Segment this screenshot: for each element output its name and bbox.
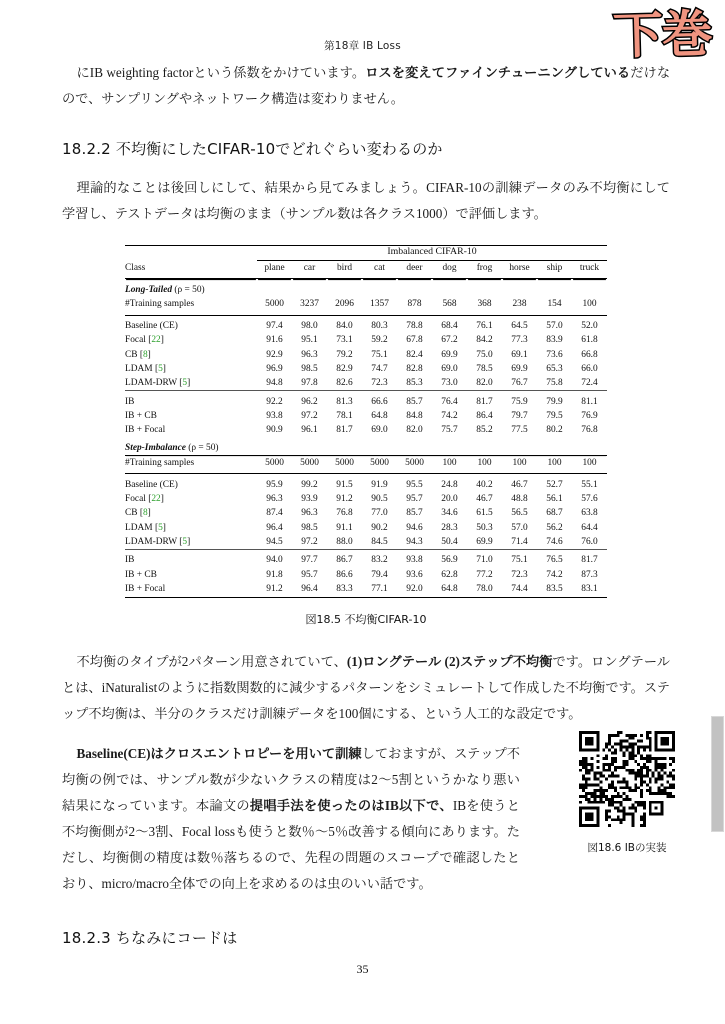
table-cell: 48.8 (511, 494, 528, 505)
table-cell: 96.3 (301, 349, 318, 360)
table-cell: 92.0 (406, 583, 423, 594)
table-cell: 66.6 (362, 391, 397, 409)
table-cell: 83.1 (581, 583, 598, 594)
table-cell: 79.9 (537, 391, 572, 409)
figure-18-6 (567, 731, 687, 855)
table-cell: 74.7 (371, 363, 388, 374)
figure-18-5-caption: 図18.5 不均衡CIFAR-10 (305, 612, 427, 626)
table-cell: 93.6 (406, 569, 423, 580)
table-cell: 81.7 (467, 391, 502, 409)
table-cell: 98.5 (301, 363, 318, 374)
table-cell: 78.0 (476, 583, 493, 594)
table-cell: 69.9 (441, 349, 458, 360)
table-cell: 84.0 (327, 315, 362, 333)
table-column-header: bird (327, 261, 362, 279)
table-cell: 76.9 (581, 410, 598, 421)
table-cell: 61.5 (476, 508, 493, 519)
table-cell: 95.1 (301, 335, 318, 346)
table-cell: 59.2 (371, 335, 388, 346)
table-rule-cell (125, 596, 607, 598)
table-cell: 81.1 (572, 391, 607, 409)
table-cell: 82.8 (406, 363, 423, 374)
table-cell: 86.7 (327, 549, 362, 567)
table-cell: 97.2 (301, 536, 318, 547)
table-row (125, 582, 607, 596)
table-column-header: car (292, 261, 327, 279)
table-cell: 73.6 (546, 349, 563, 360)
table-cell: 56.1 (546, 494, 563, 505)
table-section-title-cell: Step-Imbalance (ρ = 50) (125, 437, 607, 455)
citation-reference: 8 (142, 508, 148, 519)
table-cell: 46.7 (502, 474, 537, 492)
citation-reference: 5 (182, 377, 188, 388)
table-cell: 85.7 (397, 391, 432, 409)
table-cell: 24.8 (432, 474, 467, 492)
table-row (125, 535, 607, 550)
table-cell: 79.7 (511, 410, 528, 421)
table-cell: 80.2 (546, 424, 563, 435)
table-cell: 77.3 (511, 335, 528, 346)
table-cell: 5000 (335, 457, 354, 468)
table-cell: 75.7 (441, 424, 458, 435)
table-cell: 28.3 (441, 522, 458, 533)
table-cell: 100 (512, 457, 527, 468)
table-section-title-cell: Long-Tailed (ρ = 50) (125, 284, 205, 295)
volume-stamp: 下巻 (612, 4, 712, 66)
table-cell: 1357 (370, 298, 389, 309)
table-cell: 3237 (300, 298, 319, 309)
intro-pre: にIB weighting factorという係数をかけています。 (76, 65, 366, 80)
table-cell: 5000 (370, 457, 389, 468)
table-cell: 90.9 (266, 424, 283, 435)
table-cell: 76.8 (581, 424, 598, 435)
table-cell: 100 (442, 457, 457, 468)
table-group-title: Imbalanced CIFAR-10 (257, 246, 607, 261)
table-cell: 96.3 (266, 494, 283, 505)
table-cell: 5000 (265, 298, 284, 309)
table-cell: 76.7 (511, 377, 528, 388)
table-cell: 2096 (335, 298, 354, 309)
table-cell: 86.6 (336, 569, 353, 580)
table-cell: 76.4 (432, 391, 467, 409)
table-cell: 97.7 (292, 549, 327, 567)
table-cell: 83.9 (546, 335, 563, 346)
table-row-label: IB (125, 549, 257, 567)
table-cell: 66.8 (581, 349, 598, 360)
s2-p2-mid: しておますが、ステップ不均衡の例では、サンプル数が少ないクラスの精度は2〜5割というかなり悪い結果になっています。本論文の (62, 745, 520, 813)
table-cell: 65.3 (546, 363, 563, 374)
table-row-label: LDAM [5] (125, 522, 166, 533)
table-cell: 82.0 (476, 377, 493, 388)
table-cell: 71.0 (467, 549, 502, 567)
table-row (125, 391, 607, 409)
table-column-header: truck (572, 261, 607, 279)
table-cell: 84.5 (371, 536, 388, 547)
table-row-label: Focal [22] (125, 494, 164, 505)
table-cell: 95.5 (397, 474, 432, 492)
table-cell: 94.3 (406, 536, 423, 547)
table-cell: 82.0 (406, 424, 423, 435)
table-cell: 79.5 (546, 410, 563, 421)
table-row-label: LDAM-DRW [5] (125, 536, 191, 547)
table-cell: 57.0 (537, 315, 572, 333)
table-cell: 100 (582, 298, 597, 309)
table-cell: 67.8 (406, 335, 423, 346)
table-cell: 85.3 (406, 377, 423, 388)
table-cell: 77.2 (476, 569, 493, 580)
table-cell: 91.2 (266, 583, 283, 594)
table-cell: 98.5 (301, 522, 318, 533)
table-cell: 66.0 (581, 363, 598, 374)
table-cell: 95.9 (257, 474, 292, 492)
table-row (125, 521, 607, 535)
table-cell: 100 (582, 457, 597, 468)
table-cell: 69.1 (511, 349, 528, 360)
table-cell: 97.2 (301, 410, 318, 421)
table-bottom-rule (125, 596, 607, 598)
table-cell: 85.7 (406, 508, 423, 519)
table-cell: 81.3 (327, 391, 362, 409)
table-cell: 93.9 (301, 494, 318, 505)
table-cell: 74.2 (441, 410, 458, 421)
table-cell: 52.0 (572, 315, 607, 333)
table-row-label: IB (125, 391, 257, 409)
table-cell: 87.4 (266, 508, 283, 519)
table-cell: 75.1 (371, 349, 388, 360)
scrollbar-thumb[interactable] (711, 716, 724, 832)
table-cell: 5000 (405, 457, 424, 468)
table-cell: 74.6 (546, 536, 563, 547)
table-cell: 74.2 (546, 569, 563, 580)
table-column-header: dog (432, 261, 467, 279)
table-column-header: ship (537, 261, 572, 279)
table-cell: 96.2 (292, 391, 327, 409)
table-cell: 100 (477, 457, 492, 468)
s2-p1-post: です。ロングテールとは、iNaturalistのように指数関数的に減少するパターンをシミュレートして作成した不均衡です。ステップ不均衡は、半分のクラスだけ訓練データを100個にする、という人工的な設定です。 (62, 653, 670, 721)
section-heading-18-2-3: 18.2.3 ちなみにコードは (62, 928, 238, 947)
table-cell: 82.9 (336, 363, 353, 374)
citation-reference: 5 (158, 522, 163, 533)
table-cell: 72.3 (511, 569, 528, 580)
table-samples-row (125, 297, 607, 315)
table-row-label: IB + Focal (125, 424, 166, 435)
table-cell: 84.2 (476, 335, 493, 346)
table-cell: 67.2 (441, 335, 458, 346)
qr-code-icon (579, 731, 675, 827)
table-cell: 93.8 (397, 549, 432, 567)
table-cell: 62.8 (441, 569, 458, 580)
intro-post: だけなので、サンプリングやネットワーク構造は変わりません。 (62, 65, 671, 106)
table-cell: 76.0 (581, 536, 598, 547)
figure-18-5 (62, 245, 670, 598)
table-cell: 69.0 (441, 363, 458, 374)
scrollbar[interactable] (712, 0, 725, 1024)
table-cell: 5000 (265, 457, 284, 468)
table-cell: 96.9 (266, 363, 283, 374)
table-cell: 91.9 (362, 474, 397, 492)
table-cell: 55.1 (572, 474, 607, 492)
table-cell: 68.7 (546, 508, 563, 519)
s2-p2-bold-1: Baseline(CE)はクロスエントロピーを用いて訓練 (76, 745, 362, 761)
table-cell: 77.0 (371, 508, 388, 519)
table-row-label: IB + Focal (125, 583, 166, 594)
running-header: 第18章 IB Loss (324, 40, 401, 52)
table-row (125, 347, 607, 361)
table-section-title-row (125, 279, 607, 297)
table-cell: 80.3 (362, 315, 397, 333)
table-section-title-row (125, 437, 607, 455)
table-cell: 91.1 (336, 522, 353, 533)
citation-reference: 5 (182, 536, 188, 547)
table-cell: 73.1 (336, 335, 353, 346)
table-cell: 69.0 (371, 424, 388, 435)
table-cell: 64.8 (441, 583, 458, 594)
table-cell: 79.4 (371, 569, 388, 580)
table-row (125, 506, 607, 520)
table-cell: 96.4 (266, 522, 283, 533)
table-cell: 88.0 (336, 536, 353, 547)
table-cell: 98.0 (292, 315, 327, 333)
table-cell: 77.1 (371, 583, 388, 594)
table-row (125, 549, 607, 567)
table-row-label: IB + CB (125, 569, 157, 580)
table-cell: 64.5 (502, 315, 537, 333)
table-cell: 82.6 (336, 377, 353, 388)
table-cell: 56.5 (511, 508, 528, 519)
table-cell: 74.4 (511, 583, 528, 594)
table-cell: 75.9 (502, 391, 537, 409)
table-section-title: Long-Tailed (125, 284, 173, 295)
table-cell: 75.1 (502, 549, 537, 567)
table-cell: 56.9 (432, 549, 467, 567)
table-cell: 568 (442, 298, 457, 309)
table-cell: 94.6 (406, 522, 423, 533)
table-cell: 63.8 (581, 508, 598, 519)
intro-bold: ロスを変えてファインチューニングしている (365, 65, 631, 80)
table-group-header-row (125, 246, 607, 261)
table-cell: 96.1 (301, 424, 318, 435)
table-cell: 94.5 (266, 536, 283, 547)
table-cell: 87.3 (581, 569, 598, 580)
table-cell: 95.7 (406, 494, 423, 505)
table-cell: 34.6 (441, 508, 458, 519)
s2-p1-bold: (1)ロングテール (2)ステップ不均衡 (346, 653, 553, 669)
table-cell: 40.2 (467, 474, 502, 492)
table-row-label: CB [8] (125, 349, 151, 360)
table-cell: 64.4 (581, 522, 598, 533)
table-row-label: #Training samples (125, 298, 195, 309)
s2-p2-post: IBを使うと不均衡側が2〜3割、Focal lossも使うと数％〜5％改善する傾向にあります。ただし、均衡側の精度は数％落ちるので、先程の問題のスコープで確認したとおり、micro/macro全体での向上を求めるのは虫のいい話です。 (62, 797, 520, 891)
table-cell: 92.9 (266, 349, 283, 360)
table-cell: 78.8 (397, 315, 432, 333)
table-cell: 50.4 (441, 536, 458, 547)
table-column-header-row (125, 261, 607, 279)
table-cell: 85.2 (476, 424, 493, 435)
table-cell: 79.2 (336, 349, 353, 360)
table-cell: 97.4 (257, 315, 292, 333)
table-cell: 96.4 (301, 583, 318, 594)
table-row (125, 362, 607, 376)
table-cell: 5000 (300, 457, 319, 468)
table-cell: 368 (477, 298, 492, 309)
figure-18-6-caption: 図18.6 IBの実装 (587, 842, 667, 854)
table-row (125, 333, 607, 347)
table-cell: 91.2 (336, 494, 353, 505)
table-cell: 94.0 (257, 549, 292, 567)
citation-reference: 5 (158, 363, 163, 374)
table-cell: 84.8 (406, 410, 423, 421)
table-cell: 69.9 (476, 536, 493, 547)
table-cell: 91.5 (327, 474, 362, 492)
table-row (125, 376, 607, 391)
table-cell: 91.6 (266, 335, 283, 346)
table-cell: 83.3 (336, 583, 353, 594)
section-2-paragraph-1 (62, 649, 670, 727)
table-cell: 68.4 (432, 315, 467, 333)
table-row-label: LDAM [5] (125, 363, 166, 374)
s2-p1-pre: 不均衡のタイプが2パターン用意されていて、 (76, 653, 347, 669)
table-cell: 61.8 (581, 335, 598, 346)
table-row-label: Focal [22] (125, 335, 164, 346)
table-cell: 83.5 (546, 583, 563, 594)
table-cell: 83.2 (362, 549, 397, 567)
citation-reference: 22 (151, 494, 161, 505)
table-row (125, 423, 607, 437)
table-cell: 64.8 (371, 410, 388, 421)
table-section-title: Step-Imbalance (125, 442, 186, 453)
table-cell: 72.4 (581, 377, 598, 388)
table-cell: 72.3 (371, 377, 388, 388)
table-row (125, 568, 607, 582)
table-column-header: plane (257, 261, 292, 279)
table-row-label: Baseline (CE) (125, 474, 257, 492)
table-cell: 71.4 (511, 536, 528, 547)
table-cell: 95.7 (301, 569, 318, 580)
table-cell: 81.7 (572, 549, 607, 567)
table-cell: 96.3 (301, 508, 318, 519)
page-number: 35 (356, 962, 369, 976)
table-cell: 57.6 (581, 494, 598, 505)
table-row (125, 492, 607, 506)
table-column-header: deer (397, 261, 432, 279)
table-column-header: frog (467, 261, 502, 279)
section-1-paragraph: 理論的なことは後回しにして、結果から見てみましょう。CIFAR-10の訓練データのみ不均衡にして学習し、テストデータは均衡のまま（サンプル数は各クラス1000）で評価します。 (62, 180, 670, 221)
table-cell: 238 (512, 298, 527, 309)
table-cell: 50.3 (476, 522, 493, 533)
table-cell: 93.8 (266, 410, 283, 421)
table-cell: 82.4 (406, 349, 423, 360)
s2-p2-bold-2: 提唱手法を使ったのはIB以下で、 (249, 797, 453, 813)
table-column-header: horse (502, 261, 537, 279)
table-cell: 78.1 (336, 410, 353, 421)
table-cell: 52.7 (537, 474, 572, 492)
table-cell: 76.5 (537, 549, 572, 567)
table-row-label: CB [8] (125, 508, 151, 519)
table-cell: 100 (547, 457, 562, 468)
table-cell: 75.8 (546, 377, 563, 388)
table-row (125, 409, 607, 423)
table-cell: 92.2 (257, 391, 292, 409)
table-cell: 73.0 (441, 377, 458, 388)
table-cell: 20.0 (441, 494, 458, 505)
table-row-label: Baseline (CE) (125, 315, 257, 333)
table-samples-row (125, 455, 607, 474)
table-cell: 77.5 (511, 424, 528, 435)
table-row (125, 474, 607, 492)
citation-reference: 8 (142, 349, 148, 360)
table-cell: 91.8 (266, 569, 283, 580)
citation-reference: 22 (151, 335, 161, 346)
intro-paragraph (62, 60, 670, 112)
table-cell: 75.0 (476, 349, 493, 360)
table-cell: 90.2 (371, 522, 388, 533)
table-cell: 94.8 (266, 377, 283, 388)
results-table (125, 245, 607, 598)
table-column-header: cat (362, 261, 397, 279)
table-row-label: IB + CB (125, 410, 157, 421)
table-cell: 76.8 (336, 508, 353, 519)
table-cell: 878 (407, 298, 422, 309)
table-cell: 76.1 (467, 315, 502, 333)
table-cell: 57.0 (511, 522, 528, 533)
section-heading-18-2-2: 18.2.2 不均衡にしたCIFAR-10でどれぐらい変わるのか (62, 140, 443, 158)
table-cell: 78.5 (476, 363, 493, 374)
table-cell: 56.2 (546, 522, 563, 533)
table-cell: 90.5 (371, 494, 388, 505)
table-class-header: Class (125, 261, 257, 279)
table-cell: 81.7 (336, 424, 353, 435)
table-row-label: #Training samples (125, 457, 195, 468)
table-cell: 97.8 (301, 377, 318, 388)
table-spacer-cell (125, 246, 257, 261)
table-row (125, 315, 607, 333)
table-cell: 69.9 (511, 363, 528, 374)
table-cell: 154 (547, 298, 562, 309)
table-cell: 86.4 (476, 410, 493, 421)
table-row-label: LDAM-DRW [5] (125, 377, 191, 388)
table-cell: 99.2 (292, 474, 327, 492)
table-cell: 46.7 (476, 494, 493, 505)
